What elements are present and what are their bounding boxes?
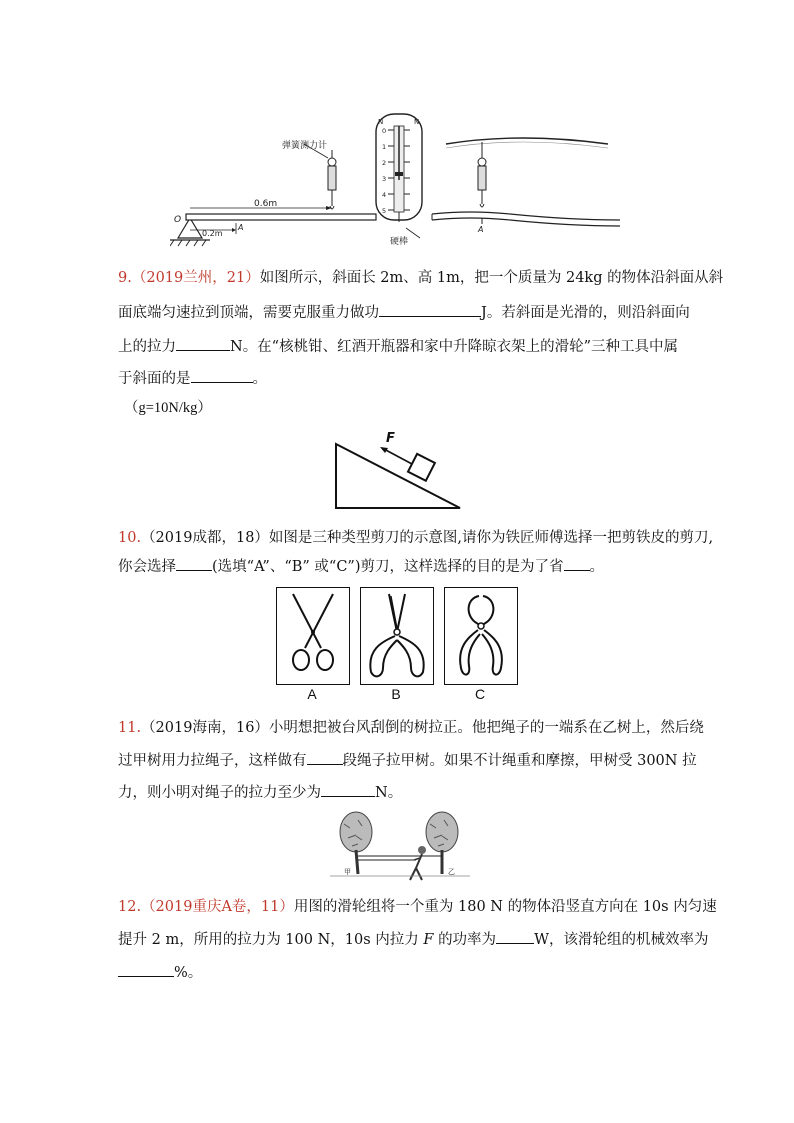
figure-trees-rope: [330, 810, 470, 888]
q12-number: 12.: [118, 899, 142, 915]
q12-text2c: W，该滑轮组的机械效率为: [534, 932, 709, 948]
q9-blank-work[interactable]: [379, 302, 481, 317]
scale-N-left: N: [378, 118, 384, 126]
q10-line1: [118, 528, 713, 548]
label-hard-rod: 硬棒: [390, 237, 409, 247]
scale-N-right: N: [414, 118, 420, 126]
scale-tick-3: 3: [382, 175, 387, 183]
scissors-A-box: [276, 587, 350, 685]
q12-line2: [118, 929, 708, 950]
label-A-right: A: [478, 225, 484, 234]
scissors-B-box: [360, 587, 434, 685]
q12-line1: [118, 897, 717, 917]
q9-text4a: 于斜面的是: [118, 371, 191, 387]
q9-g-value: （g=10N/kg）: [124, 400, 212, 416]
tree-yi: [426, 812, 458, 874]
q9-text2a: 面底端匀速拉到顶端，需要克服重力做功: [118, 305, 379, 321]
q9-line1: [118, 268, 723, 288]
q12-text2a: 提升 2 m，所用的拉力为 100 N，10s 内拉力: [118, 932, 419, 948]
q9-blank-tool[interactable]: [191, 368, 253, 383]
q9-line4: [118, 368, 267, 389]
label-yi: 乙: [448, 868, 455, 876]
scissors-label-C: C: [474, 686, 486, 702]
q9-text3b: N。在“核桃钳、红酒开瓶器和家中升降晾衣架上的滑轮”三种工具中属: [230, 339, 679, 355]
q9-line5: [124, 398, 212, 418]
q11-line2: [118, 750, 697, 771]
label-06m: 0.6m: [254, 199, 278, 209]
figure-incline: [330, 430, 470, 512]
scissors-label-A: A: [307, 686, 317, 702]
q11-text3b: N。: [375, 785, 403, 801]
q12-blank-efficiency[interactable]: [118, 962, 174, 977]
q10-line2: [118, 556, 604, 577]
scissors-label-B: B: [391, 686, 401, 702]
q9-text3a: 上的拉力: [118, 339, 176, 355]
q9-text4b: 。: [252, 371, 267, 387]
q9-line2: [118, 302, 690, 323]
scale-tick-2: 2: [382, 159, 387, 167]
label-A-left: A: [238, 223, 244, 232]
q10-text2c: 。: [589, 559, 604, 575]
q9-text2b: J。若斜面是光滑的，则沿斜面向: [481, 305, 690, 321]
right-lever-diagram: [406, 138, 620, 238]
label-O: O: [174, 215, 182, 225]
q11-blank-pull[interactable]: [321, 782, 375, 797]
q11-blank-segments[interactable]: [307, 750, 343, 765]
q11-text2a: 过甲树用力拉绳子，这样做有: [118, 753, 307, 769]
left-lever-diagram: [170, 144, 376, 246]
q10-blank-choice[interactable]: [176, 556, 212, 571]
incline-label-F: F: [386, 431, 395, 446]
q12-text1: 用图的滑轮组将一个重为 180 N 的物体沿竖直方向在 10s 内匀速: [293, 899, 717, 915]
q11-text1: 小明想把被台风刮倒的树拉正。他把绳子的一端系在乙树上，然后绕: [268, 720, 704, 736]
q11-number: 11.: [118, 720, 142, 736]
label-jia: 甲: [344, 868, 351, 876]
q12-line3: [118, 962, 202, 983]
scale-tick-0: 0: [382, 127, 387, 135]
q10-text1: 如图是三种类型剪刀的示意图,请你为铁匠师傅选择一把剪铁皮的剪刀,: [268, 530, 714, 546]
q11-text2b: 段绳子拉甲树。如果不计绳重和摩擦，甲树受 300N 拉: [342, 753, 697, 769]
label-spring-scale: 弹簧测力计: [282, 141, 328, 151]
q9-number: 9.: [118, 270, 132, 286]
q9-text1: 如图所示，斜面长 2m、高 1m，把一个质量为 24kg 的物体沿斜面从斜: [259, 270, 724, 286]
q9-blank-force[interactable]: [176, 336, 230, 351]
q10-text2a: 你会选择: [118, 559, 176, 575]
label-02m: 0.2m: [202, 229, 223, 238]
scale-tick-5: 5: [382, 207, 387, 215]
scale-tick-4: 4: [382, 191, 387, 199]
q12-symbol-F: F: [423, 932, 434, 948]
q9-source: （2019兰州，21）: [131, 270, 260, 286]
q10-source: （2019成都，18）: [141, 530, 269, 546]
q11-source: （2019海南，16）: [141, 720, 269, 736]
q11-text3a: 力，则小明对绳子的拉力至少为: [118, 785, 321, 801]
q11-line1: [118, 718, 704, 738]
q12-text3b: %。: [174, 965, 203, 981]
q12-source: （2019重庆A卷，11）: [141, 899, 294, 915]
person-pulling: [410, 846, 426, 880]
q10-blank-purpose[interactable]: [564, 556, 590, 571]
q9-line3: [118, 336, 678, 357]
q12-blank-power[interactable]: [496, 929, 534, 944]
scissors-B-icon: [361, 588, 433, 684]
q10-text2b: (选填“A”、“B” 或“C”)剪刀，这样选择的目的是为了省: [212, 559, 564, 575]
tree-jia: [340, 812, 372, 874]
q10-number: 10.: [118, 530, 142, 546]
q11-line3: [118, 782, 402, 803]
scissors-C-box: [444, 587, 518, 685]
scissors-C-icon: [445, 588, 517, 684]
figure-lever-spring-scale: [170, 110, 620, 255]
scale-tick-1: 1: [382, 143, 387, 151]
q12-text2b: 的功率为: [438, 932, 497, 948]
scissors-A-icon: [277, 588, 349, 684]
